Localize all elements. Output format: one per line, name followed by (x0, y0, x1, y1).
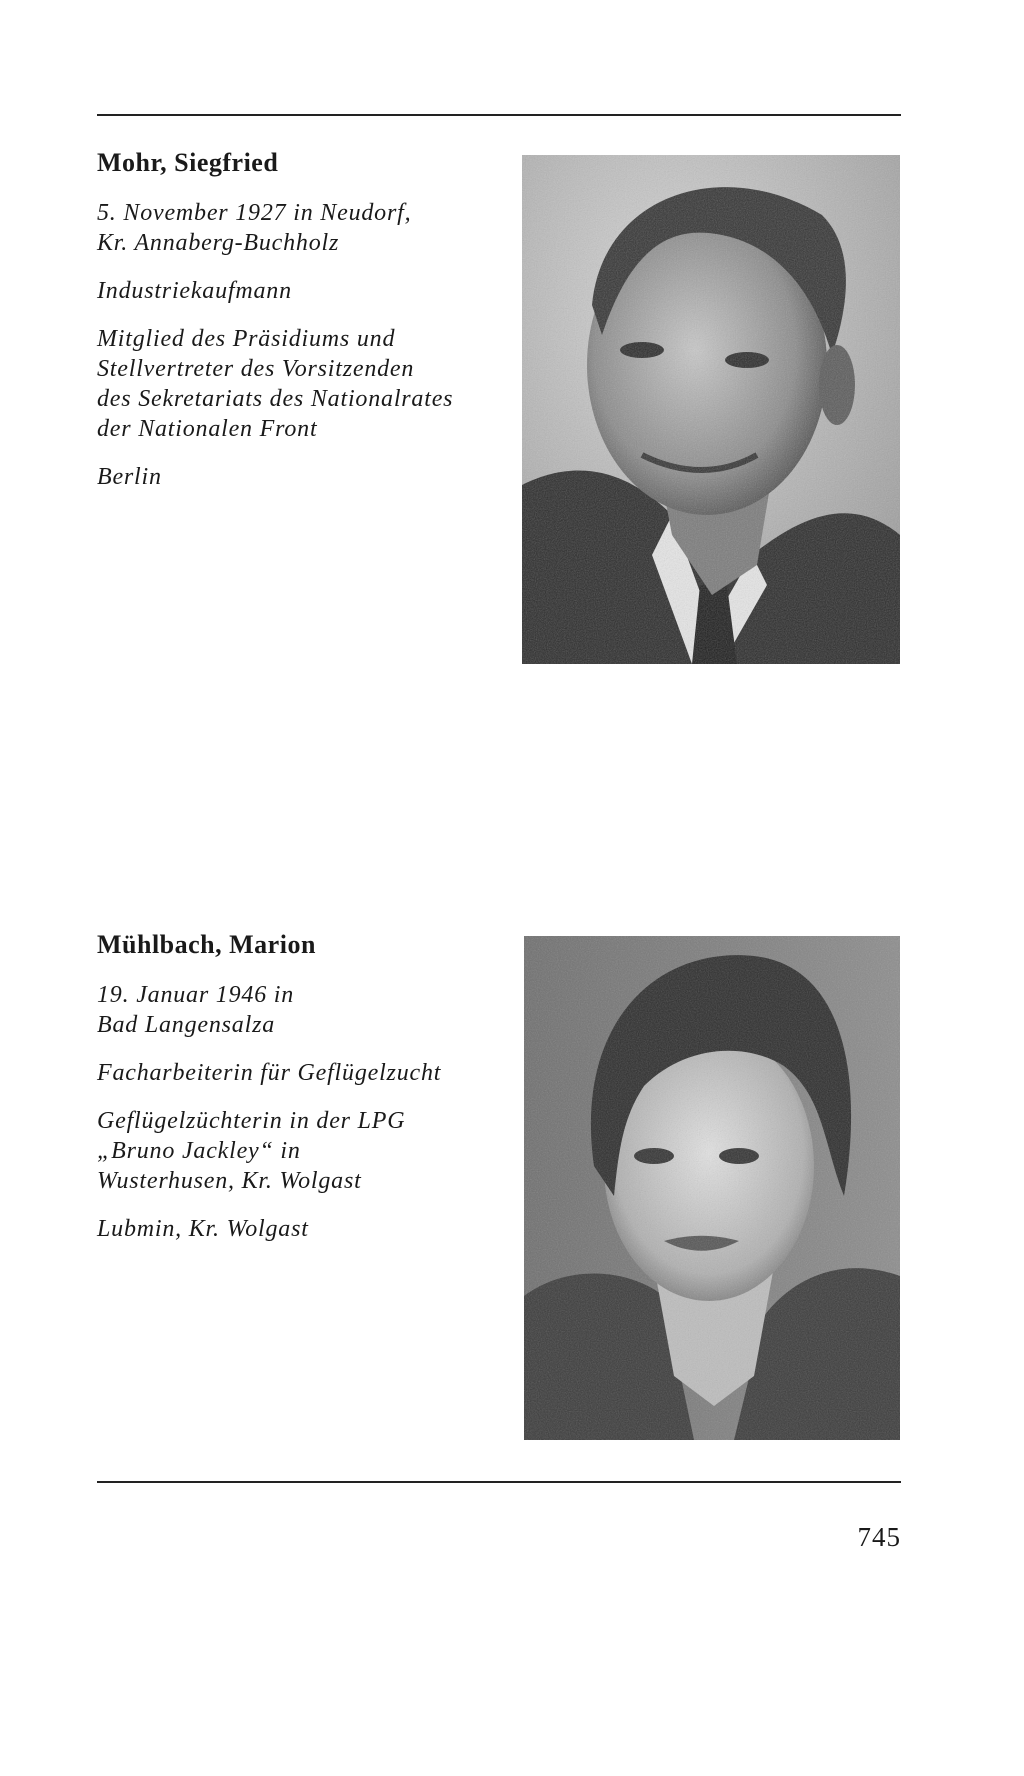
position-line: der Nationalen Front (97, 416, 318, 442)
position (97, 324, 507, 444)
birth-line: 19. Januar 1946 in (97, 982, 295, 1008)
profession (97, 1058, 507, 1088)
profession (97, 276, 507, 306)
birth-line: 5. November 1927 in Neudorf, (97, 200, 412, 226)
position-line: des Sekretariats des Nationalrates (97, 386, 454, 412)
position-line: Wusterhusen, Kr. Wolgast (97, 1168, 362, 1194)
profession-line: Facharbeiterin für Geflügelzucht (97, 1060, 442, 1086)
profession-line: Industriekaufmann (97, 278, 292, 304)
birth-info (97, 980, 507, 1040)
birth-line: Bad Langensalza (97, 1012, 276, 1038)
person-name: Mühlbach, Marion (97, 930, 316, 959)
entry-mohr (97, 146, 507, 510)
page-number: 745 (857, 1522, 901, 1552)
birth-line: Kr. Annaberg-Buchholz (97, 230, 340, 256)
portrait-photo-muehlbach (524, 936, 900, 1440)
residence-line: Lubmin, Kr. Wolgast (97, 1216, 309, 1242)
position-line: Geflügelzüchterin in der LPG (97, 1108, 406, 1134)
person-name: Mohr, Siegfried (97, 148, 279, 177)
portrait-photo-mohr (522, 155, 900, 664)
position-line: „Bruno Jackley“ in (97, 1138, 301, 1164)
entry-muehlbach (97, 928, 507, 1262)
top-rule (97, 114, 901, 116)
bottom-rule (97, 1481, 901, 1483)
residence (97, 1214, 507, 1244)
position-line: Stellvertreter des Vorsitzenden (97, 356, 415, 382)
position (97, 1106, 507, 1196)
residence-line: Berlin (97, 464, 162, 490)
residence (97, 462, 507, 492)
birth-info (97, 198, 507, 258)
position-line: Mitglied des Präsidiums und (97, 326, 396, 352)
